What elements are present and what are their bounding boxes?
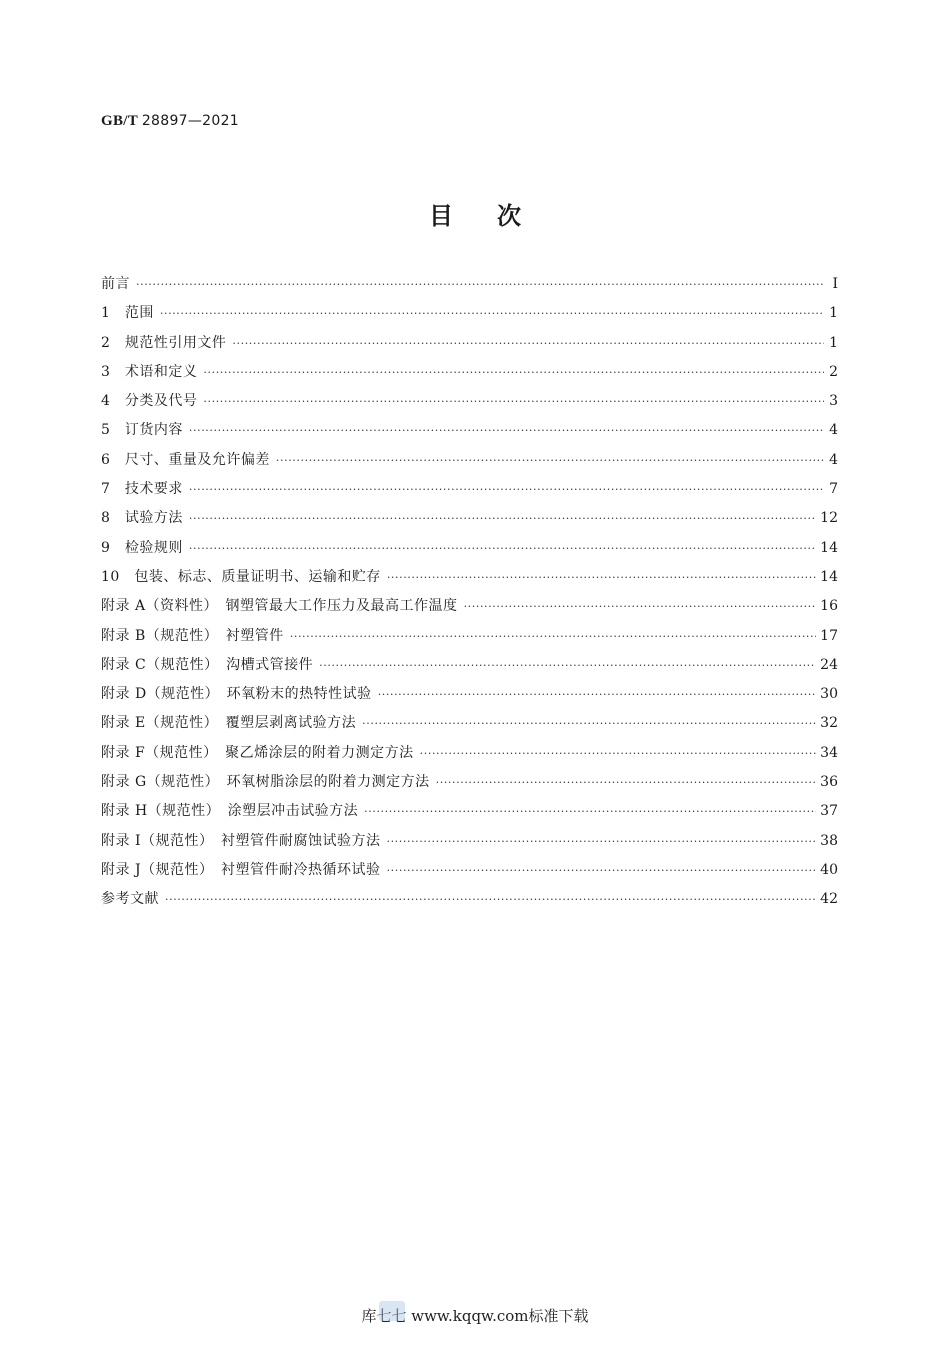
toc-leader-dots — [232, 329, 824, 358]
toc-entry[interactable] — [101, 504, 838, 533]
toc-entry-page: 34 — [820, 744, 838, 761]
toc-leader-dots — [203, 387, 824, 416]
toc-entry-page: 3 — [829, 393, 838, 410]
toc-leader-dots — [386, 827, 816, 856]
toc-entry[interactable] — [101, 446, 838, 475]
toc-leader-dots — [378, 680, 816, 709]
toc-entry[interactable] — [101, 680, 838, 709]
toc-entry-label: 1 范围 — [101, 305, 154, 322]
toc-entry-label: 附录 A（资料性） 钢塑管最大工作压力及最高工作温度 — [101, 598, 458, 615]
toc-entry-page: 36 — [820, 774, 838, 791]
toc-entry[interactable] — [101, 827, 838, 856]
toc-entry-label: 附录 G（规范性） 环氧树脂涂层的附着力测定方法 — [101, 774, 430, 791]
toc-entry[interactable] — [101, 622, 838, 651]
toc-leader-dots — [387, 856, 817, 885]
standard-prefix: GB/T — [101, 113, 138, 129]
toc-leader-dots — [160, 299, 824, 328]
toc-entry-label: 附录 H（规范性） 涂塑层冲击试验方法 — [101, 803, 359, 820]
toc-entry-page: 38 — [820, 832, 838, 849]
toc-entry[interactable] — [101, 739, 838, 768]
toc-entry-label: 10 包装、标志、质量证明书、运输和贮存 — [101, 568, 381, 585]
toc-entry-label: 参考文献 — [101, 891, 159, 908]
toc-entry-page: 30 — [820, 686, 838, 703]
toc-leader-dots — [189, 534, 816, 563]
toc-entry-page: 17 — [820, 627, 838, 644]
toc-entry[interactable] — [101, 475, 838, 504]
toc-leader-dots — [189, 475, 824, 504]
footer-watermark — [0, 1305, 950, 1326]
toc-leader-dots — [464, 592, 817, 621]
toc-entry-page: 24 — [820, 656, 838, 673]
standard-code — [101, 113, 239, 130]
toc-entry-page: 7 — [829, 481, 838, 498]
page-title: 目次 — [429, 202, 565, 230]
toc-entry-label: 附录 I（规范性） 衬塑管件耐腐蚀试验方法 — [101, 832, 381, 849]
toc-entry-page: 37 — [820, 803, 838, 820]
toc-entry-page: 14 — [820, 539, 838, 556]
toc-entry-label: 附录 B（规范性） 衬塑管件 — [101, 627, 284, 644]
toc-leader-dots — [136, 270, 824, 299]
toc-entry[interactable] — [101, 592, 838, 621]
toc-entry-page: 4 — [829, 451, 838, 468]
toc-entry[interactable] — [101, 416, 838, 445]
toc-entry-page: 14 — [820, 568, 838, 585]
site-url-text: www.kqqw.com标准下载 — [411, 1307, 589, 1325]
toc-leader-dots — [189, 504, 816, 533]
toc-entry-page: 40 — [820, 861, 838, 878]
site-logo-text: 库七七 — [361, 1307, 407, 1325]
toc-entry[interactable] — [101, 651, 838, 680]
toc-entry[interactable] — [101, 563, 838, 592]
toc-entry-label: 2 规范性引用文件 — [101, 334, 227, 351]
toc-entry-page: 12 — [820, 510, 838, 527]
toc-leader-dots — [319, 651, 816, 680]
toc-entry-label: 6 尺寸、重量及允许偏差 — [101, 451, 270, 468]
toc-entry-page: 4 — [829, 422, 838, 439]
toc-entry[interactable] — [101, 358, 838, 387]
toc-entry-label: 附录 D（规范性） 环氧粉末的热特性试验 — [101, 686, 372, 703]
toc-entry-label: 7 技术要求 — [101, 481, 183, 498]
toc-entry-label: 附录 C（规范性） 沟槽式管接件 — [101, 656, 314, 673]
toc-entry-label: 5 订货内容 — [101, 422, 183, 439]
toc-entry-label: 9 检验规则 — [101, 539, 183, 556]
toc-entry-page: 2 — [829, 363, 838, 380]
toc-entry[interactable] — [101, 885, 838, 914]
toc-entry-page: Ⅰ — [832, 276, 838, 292]
toc-leader-dots — [165, 885, 816, 914]
toc-entry[interactable] — [101, 709, 838, 738]
toc-leader-dots — [189, 416, 824, 445]
toc-entry[interactable] — [101, 270, 838, 299]
toc-entry[interactable] — [101, 768, 838, 797]
toc-leader-dots — [276, 446, 824, 475]
toc-leader-dots — [436, 768, 817, 797]
toc-entry-label: 附录 E（规范性） 覆塑层剥离试验方法 — [101, 715, 357, 732]
toc-entry-page: 42 — [820, 891, 838, 908]
table-of-contents — [101, 270, 838, 915]
toc-entry-page: 16 — [820, 598, 838, 615]
toc-entry[interactable] — [101, 797, 838, 826]
toc-leader-dots — [362, 709, 816, 738]
toc-entry[interactable] — [101, 534, 838, 563]
toc-entry-page: 1 — [829, 334, 838, 351]
toc-leader-dots — [364, 797, 816, 826]
toc-leader-dots — [420, 739, 817, 768]
toc-entry-label: 附录 J（规范性） 衬塑管件耐冷热循环试验 — [101, 861, 381, 878]
toc-leader-dots — [203, 358, 824, 387]
toc-leader-dots — [387, 563, 816, 592]
toc-entry[interactable] — [101, 299, 838, 328]
standard-number: 28897—2021 — [141, 113, 240, 129]
toc-entry-page: 1 — [829, 305, 838, 322]
toc-entry[interactable] — [101, 856, 838, 885]
toc-entry-label: 4 分类及代号 — [101, 393, 198, 410]
toc-entry-label: 3 术语和定义 — [101, 363, 198, 380]
toc-entry[interactable] — [101, 329, 838, 358]
toc-leader-dots — [290, 622, 816, 651]
toc-entry-label: 前言 — [101, 276, 130, 292]
toc-entry[interactable] — [101, 387, 838, 416]
toc-entry-label: 附录 F（规范性） 聚乙烯涂层的附着力测定方法 — [101, 744, 414, 761]
toc-entry-label: 8 试验方法 — [101, 510, 183, 527]
toc-entry-page: 32 — [820, 715, 838, 732]
